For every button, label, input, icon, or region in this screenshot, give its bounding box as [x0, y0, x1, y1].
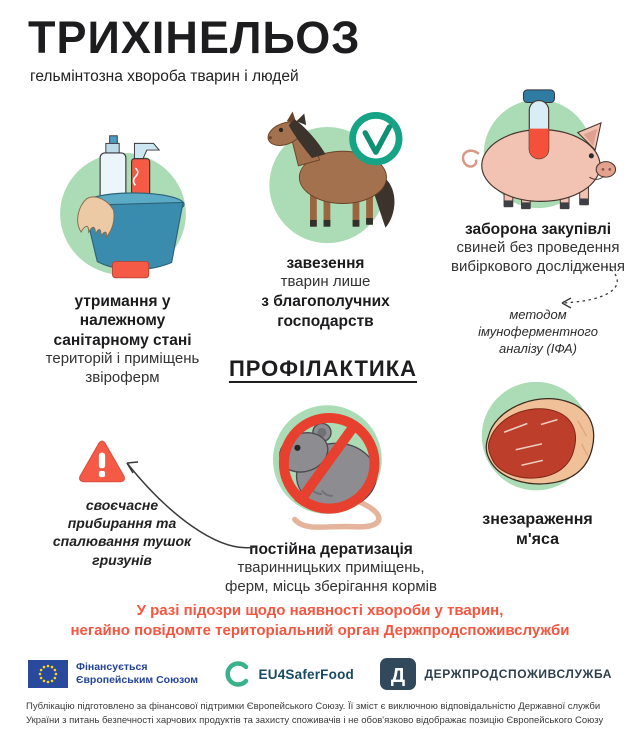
- eu-funding-line2: Європейським Союзом: [76, 674, 199, 686]
- horse-illustration: [228, 98, 423, 248]
- agency-monogram-icon: [380, 658, 416, 690]
- rodents-caption: своєчасне прибирання та спалювання тушок гризунів: [52, 497, 192, 568]
- sanitation-caption-regular: територій і приміщень звіроферм: [45, 350, 200, 386]
- purchase-caption-regular: свиней без проведення вибіркового дослідження: [451, 239, 625, 276]
- warning-triangle-icon: [76, 438, 128, 486]
- eu4saferfood-logo: [225, 661, 354, 687]
- sourcing-caption-bold-bottom: з благополучних господарств: [261, 293, 390, 330]
- sourcing-caption-bold-top: завезення: [286, 255, 365, 272]
- alert-banner: [0, 601, 640, 640]
- rat-prohibition-illustration: [255, 398, 407, 534]
- section-heading-prophylaxis: ПРОФІЛАКТИКА: [228, 356, 418, 381]
- deratization-caption: [224, 540, 438, 597]
- page-title: ТРИХІНЕЛЬОЗ: [28, 12, 361, 63]
- meat-caption-bold: знезараження м'яса: [482, 511, 593, 548]
- purchase-method-note: методом імуноферментного аналізу (ІФА): [478, 306, 598, 356]
- meat-caption: [463, 510, 613, 550]
- footer-logos: [28, 652, 612, 696]
- card-sourcing: [228, 98, 423, 331]
- sanitation-caption-bold: утримання у належному санітарному стані: [53, 293, 192, 349]
- deratization-caption-regular: тваринницьких приміщень, ферм, місць зберігання кормів: [225, 559, 437, 596]
- alert-line2: негайно повідомте територіальний орган Держпродспоживслужби: [70, 621, 570, 639]
- sourcing-caption-regular: тварин лише: [280, 273, 371, 291]
- eu-funding-logo: [28, 660, 198, 688]
- svg-text:Д: Д: [391, 665, 406, 687]
- deratization-caption-bold: постійна дератизація: [249, 541, 413, 558]
- eu-funding-line1: Фінансується: [76, 660, 148, 673]
- pig-illustration: [445, 86, 631, 214]
- card-meat: [440, 376, 635, 550]
- eu4saferfood-text: EU4SaferFood: [258, 666, 354, 682]
- card-purchase: [436, 86, 640, 358]
- agency-logo: [380, 658, 612, 690]
- check-icon: [353, 115, 399, 161]
- card-rodents: [38, 438, 206, 569]
- eu-flag-icon: [28, 660, 68, 688]
- sourcing-caption: [246, 254, 406, 331]
- alert-line1: У разі підозри щодо наявності хвороби у тварин,: [136, 602, 504, 619]
- card-deratization: [224, 398, 438, 597]
- purchase-caption: [440, 220, 636, 277]
- eu-funding-text: [76, 661, 198, 687]
- disclaimer-text: Публікацію підготовлено за фінансової підтримки Європейського Союзу. Її зміст є виключною відповідальністю Державної служби України з питань безпечності харчових продуктів та захисту споживачів і не обов'язково відображає позицію Європейського Союзу: [26, 701, 604, 726]
- purchase-caption-bold: заборона закупівлі: [464, 221, 612, 238]
- eu4saferfood-arc-icon: [225, 661, 251, 687]
- card-sanitation: [30, 118, 215, 388]
- meat-illustration: [464, 376, 612, 504]
- page-subtitle: гельмінтозна хвороба тварин і людей: [30, 68, 299, 85]
- cleaning-supplies-illustration: [42, 118, 204, 286]
- agency-name-text: ДЕРЖПРОДСПОЖИВСЛУЖБА: [424, 667, 612, 681]
